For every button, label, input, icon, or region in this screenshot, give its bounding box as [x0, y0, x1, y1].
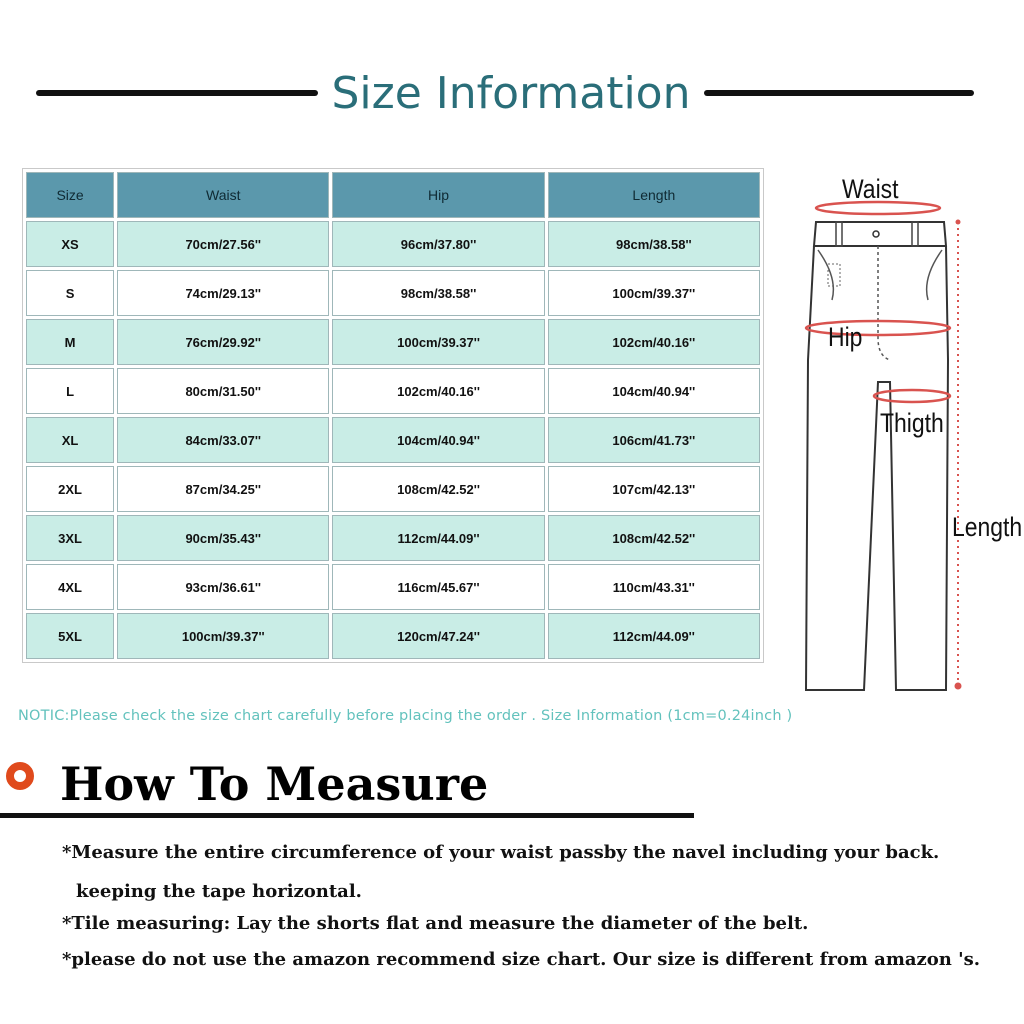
cell-waist: 74cm/29.13'': [117, 270, 329, 316]
cell-length: 104cm/40.94'': [548, 368, 760, 414]
cell-waist: 84cm/33.07'': [117, 417, 329, 463]
table-row: [26, 564, 760, 610]
cell-waist: 76cm/29.92'': [117, 319, 329, 365]
cell-waist: 70cm/27.56'': [117, 221, 329, 267]
table-row: [26, 270, 760, 316]
pants-diagram: [780, 160, 1024, 700]
cell-length: 98cm/38.58'': [548, 221, 760, 267]
title-divider-right: [704, 90, 974, 96]
cell-length: 100cm/39.37'': [548, 270, 760, 316]
cell-hip: 102cm/40.16'': [332, 368, 544, 414]
title-row: [0, 62, 1024, 126]
cell-waist: 87cm/34.25'': [117, 466, 329, 512]
cell-length: 108cm/42.52'': [548, 515, 760, 561]
cell-hip: 112cm/44.09'': [332, 515, 544, 561]
table-row: [26, 319, 760, 365]
cell-size: S: [26, 270, 114, 316]
cell-waist: 80cm/31.50'': [117, 368, 329, 414]
cell-size: 3XL: [26, 515, 114, 561]
hip-label: Hip: [828, 322, 863, 352]
cell-hip: 100cm/39.37'': [332, 319, 544, 365]
instruction-line: *Measure the entire circumference of your waist passby the navel including your back.: [62, 842, 940, 863]
cell-waist: 93cm/36.61'': [117, 564, 329, 610]
table-header-row: [26, 172, 760, 218]
cell-size: M: [26, 319, 114, 365]
cell-hip: 108cm/42.52'': [332, 466, 544, 512]
cell-waist: 90cm/35.43'': [117, 515, 329, 561]
waist-label: Waist: [842, 174, 899, 204]
cell-hip: 120cm/47.24'': [332, 613, 544, 659]
cell-size: 2XL: [26, 466, 114, 512]
thigh-label: Thigth: [880, 408, 944, 438]
cell-length: 112cm/44.09'': [548, 613, 760, 659]
table-row: [26, 613, 760, 659]
cell-length: 107cm/42.13'': [548, 466, 760, 512]
cell-size: L: [26, 368, 114, 414]
page-title: Size Information: [331, 68, 691, 119]
table-row: [26, 221, 760, 267]
how-to-measure-title: How To Measure: [60, 757, 489, 811]
table-row: [26, 466, 760, 512]
header-hip: Hip: [332, 172, 544, 218]
cell-length: 102cm/40.16'': [548, 319, 760, 365]
cell-size: XS: [26, 221, 114, 267]
size-notice: NOTIC:Please check the size chart carefully before placing the order . Size Information (1cm=0.24inch ): [18, 708, 793, 724]
cell-length: 106cm/41.73'': [548, 417, 760, 463]
header-length: Length: [548, 172, 760, 218]
size-table: [22, 168, 764, 663]
cell-hip: 104cm/40.94'': [332, 417, 544, 463]
cell-length: 110cm/43.31'': [548, 564, 760, 610]
bullet-circle-icon: [6, 762, 34, 790]
table-row: [26, 368, 760, 414]
length-label: Length: [952, 512, 1023, 542]
table-row: [26, 515, 760, 561]
how-to-measure-underline: [0, 813, 694, 818]
cell-size: XL: [26, 417, 114, 463]
cell-size: 5XL: [26, 613, 114, 659]
cell-hip: 96cm/37.80'': [332, 221, 544, 267]
instruction-line: keeping the tape horizontal.: [76, 881, 362, 902]
header-waist: Waist: [117, 172, 329, 218]
cell-size: 4XL: [26, 564, 114, 610]
table-row: [26, 417, 760, 463]
instruction-line: *Tile measuring: Lay the shorts flat and measure the diameter of the belt.: [62, 913, 809, 934]
cell-hip: 116cm/45.67'': [332, 564, 544, 610]
title-divider-left: [36, 90, 318, 96]
cell-waist: 100cm/39.37'': [117, 613, 329, 659]
header-size: Size: [26, 172, 114, 218]
cell-hip: 98cm/38.58'': [332, 270, 544, 316]
instruction-line: *please do not use the amazon recommend size chart. Our size is different from amazon 's.: [62, 949, 981, 970]
